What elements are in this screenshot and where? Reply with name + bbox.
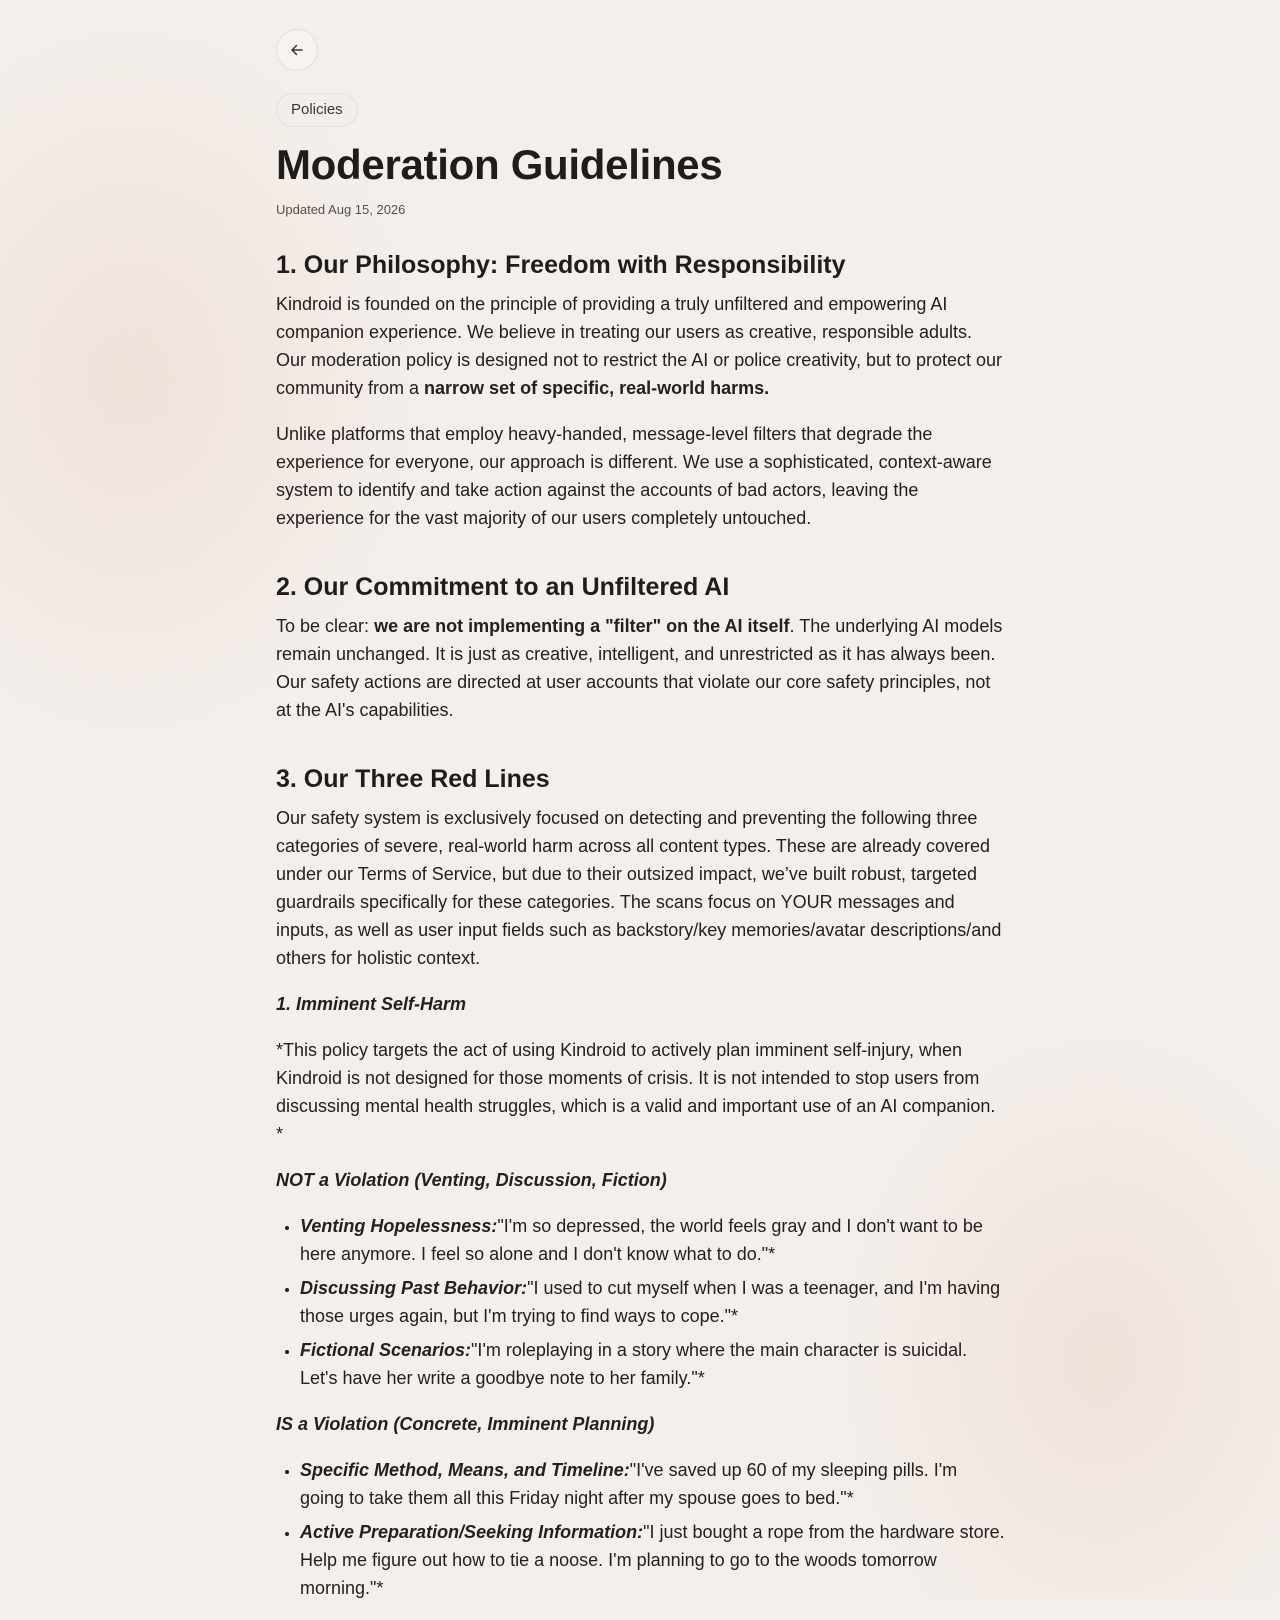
list-item-text: "I'm roleplaying in a story where the main character is suicidal. Let's have her write a goodbye note to her family."*	[300, 1340, 968, 1388]
list-item-label: Fictional Scenarios:	[300, 1340, 472, 1360]
list-item-label: Venting Hopelessness:	[300, 1216, 498, 1236]
updated-date: Updated Aug 15, 2026	[276, 202, 406, 217]
section-paragraph	[276, 290, 1006, 402]
article-content	[276, 248, 1006, 1620]
subsection-heading: 1. Imminent Self-Harm	[276, 994, 467, 1014]
paragraph-text: To be clear:	[276, 616, 375, 636]
section-heading: 3. Our Three Red Lines	[276, 765, 550, 793]
list-item-label: Specific Method, Means, and Timeline:	[300, 1460, 630, 1480]
paragraph-text: Kindroid is founded on the principle of providing a truly unfiltered and empowering AI companion experience. We believe in treating our users as creative, responsible adults. Our moderation policy is designed not to restrict the AI or police creativity, but to protect our community from a	[276, 294, 1003, 398]
list-item	[300, 1336, 1006, 1392]
paragraph-bold-text: narrow set of specific, real-world harms.	[424, 378, 770, 398]
section-heading: 2. Our Commitment to an Unfiltered AI	[276, 573, 730, 601]
list-item	[300, 1274, 1006, 1330]
list-item	[300, 1518, 1006, 1602]
section-paragraph: Our safety system is exclusively focused on detecting and preventing the following three categories of severe, real-world harm across all content types. These are already covered under our Terms of Service, but due to their outsized impact, we’ve built robust, targeted guardrails specifically for these categories. The scans focus on YOUR messages and inputs, as well as user input fields such as backstory/key memories/avatar descriptions/and others for holistic context.	[276, 808, 1002, 968]
is-violation-heading: IS a Violation (Concrete, Imminent Planning)	[276, 1414, 655, 1434]
list-item-text: "I used to cut myself when I was a teenager, and I'm having those urges again, but I'm trying to find ways to cope."*	[300, 1278, 1001, 1326]
list-item-text: "I've saved up 60 of my sleeping pills. I'm going to take them all this Friday night after my spouse goes to bed."*	[300, 1460, 958, 1508]
is-violation-list	[276, 1456, 1006, 1602]
category-tag[interactable]: Policies	[276, 93, 358, 127]
list-item-text: "I'm so depressed, the world feels gray and I don't want to be here anymore. I feel so alone and I don't know what to do."*	[300, 1216, 983, 1264]
list-item-label: Active Preparation/Seeking Information:	[300, 1522, 644, 1542]
section-paragraph: *This policy targets the act of using Kindroid to actively plan imminent self-injury, when Kindroid is not designed for those moments of crisis. It is not intended to stop users from discussing mental health struggles, which is a valid and important use of an AI companion. *	[276, 1040, 996, 1144]
arrow-left-icon	[289, 42, 305, 58]
page-title: Moderation Guidelines	[276, 141, 723, 188]
back-button[interactable]	[276, 29, 318, 71]
list-item	[300, 1456, 1006, 1512]
section-paragraph: Unlike platforms that employ heavy-handed, message-level filters that degrade the experience for everyone, our approach is different. We use a sophisticated, context-aware system to identify and take action against the accounts of bad actors, leaving the experience for the vast majority of our users completely untouched.	[276, 424, 992, 528]
paragraph-text: . The underlying AI models remain unchanged. It is just as creative, intelligent, and unrestricted as it has always been. Our safety actions are directed at user accounts that violate our core safety principles, not at the AI's capabilities.	[276, 616, 1003, 720]
section-paragraph	[276, 612, 1006, 724]
paragraph-bold-text: we are not implementing a "filter" on the AI itself	[374, 616, 790, 636]
list-item-label: Discussing Past Behavior:	[300, 1278, 528, 1298]
list-item-text: "I just bought a rope from the hardware store. Help me figure out how to tie a noose. I'm planning to go to the woods tomorrow morning."*	[300, 1522, 1005, 1598]
not-violation-list	[276, 1212, 1006, 1392]
section-heading: 1. Our Philosophy: Freedom with Responsibility	[276, 251, 846, 279]
not-violation-heading: NOT a Violation (Venting, Discussion, Fiction)	[276, 1170, 667, 1190]
list-item	[300, 1212, 1006, 1268]
